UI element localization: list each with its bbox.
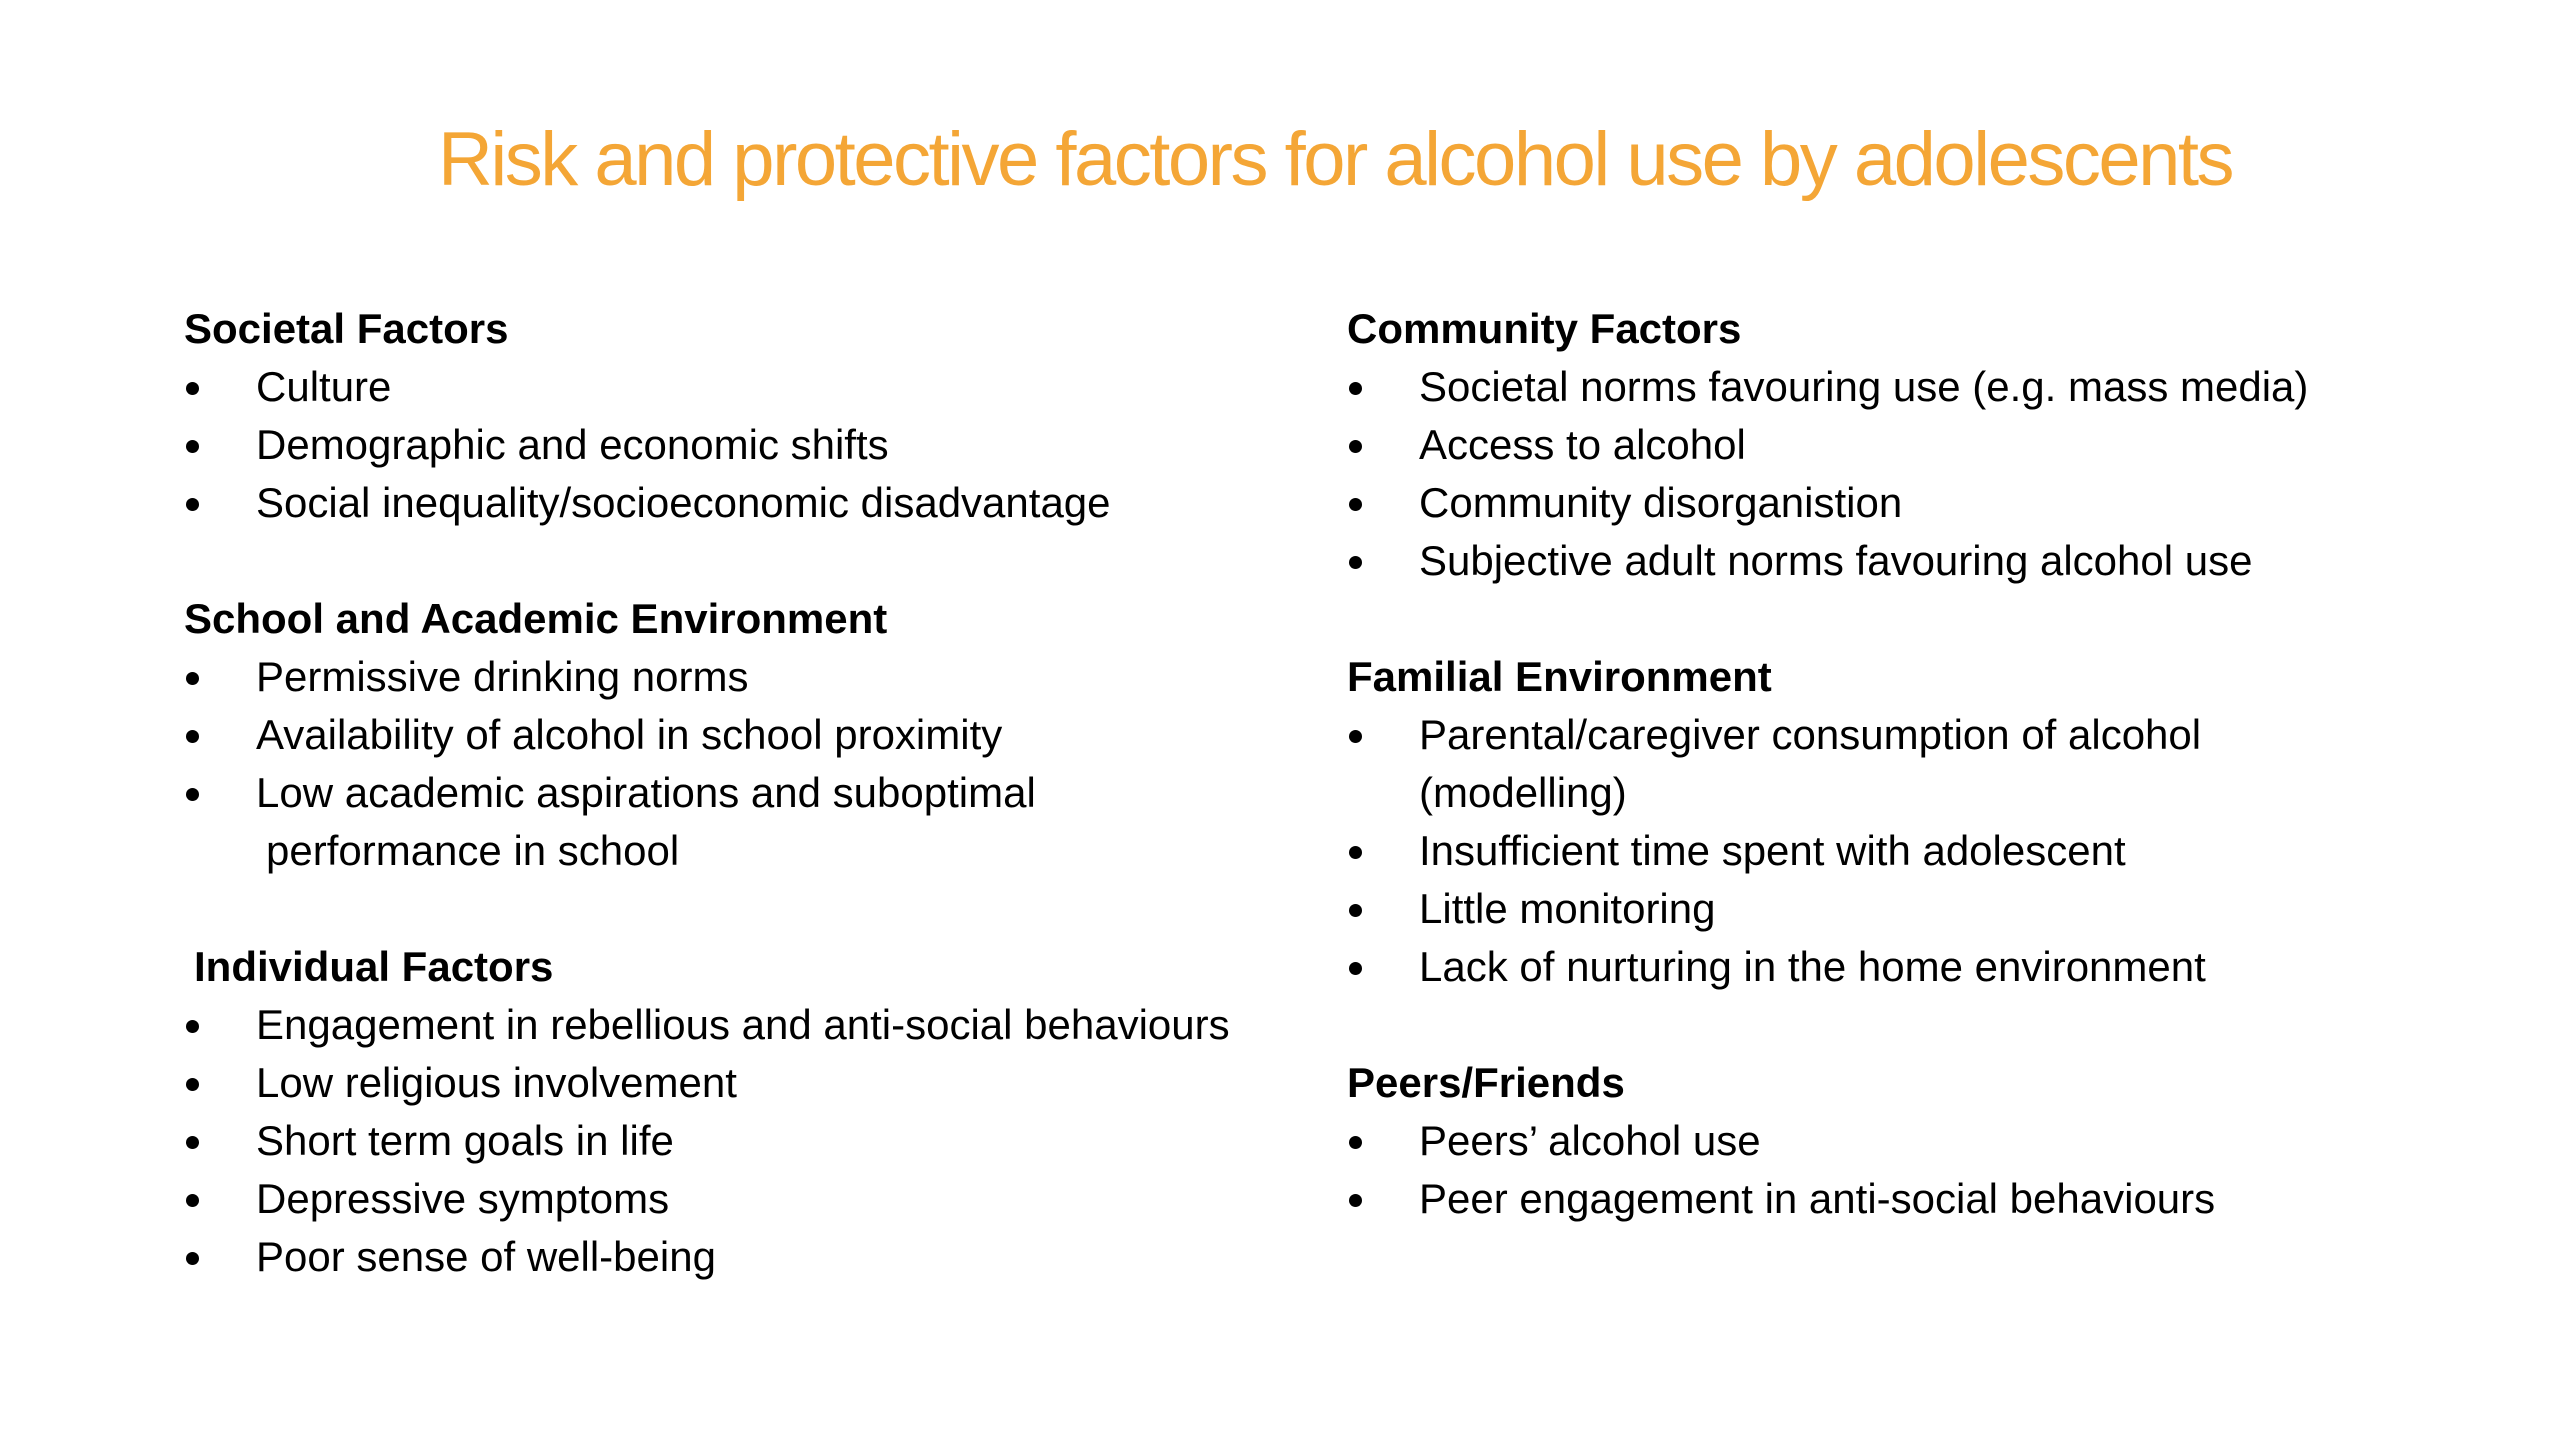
section-community-factors bbox=[1347, 300, 2560, 590]
list-item-text-continuation: (modelling) bbox=[1419, 769, 1627, 816]
list-item-text: Low religious involvement bbox=[256, 1059, 737, 1106]
bullet-icon bbox=[186, 1136, 199, 1149]
right-column bbox=[1347, 300, 2560, 1228]
section-spacer bbox=[184, 880, 1424, 938]
list-item bbox=[184, 1228, 1424, 1286]
list-item-text: Low academic aspirations and suboptimal bbox=[256, 769, 1036, 816]
list-item-text: Community disorganistion bbox=[1419, 479, 1903, 526]
section-individual-factors bbox=[184, 938, 1424, 1286]
slide-title: Risk and protective factors for alcohol use by adolescents bbox=[438, 117, 2233, 202]
list-item bbox=[184, 1112, 1424, 1170]
list-item-text: Demographic and economic shifts bbox=[256, 421, 889, 468]
list-item-text: Short term goals in life bbox=[256, 1117, 674, 1164]
bullet-list bbox=[184, 648, 1424, 880]
section-heading: Societal Factors bbox=[184, 305, 509, 352]
bullet-icon bbox=[1349, 382, 1362, 395]
list-item bbox=[184, 1170, 1424, 1228]
bullet-icon bbox=[1349, 498, 1362, 511]
section-spacer bbox=[1347, 996, 2560, 1054]
list-item bbox=[184, 764, 1424, 880]
list-item bbox=[1347, 358, 2560, 416]
section-heading: Community Factors bbox=[1347, 305, 1742, 352]
list-item bbox=[184, 1054, 1424, 1112]
bullet-icon bbox=[186, 788, 199, 801]
section-familial-environment bbox=[1347, 648, 2560, 996]
list-item bbox=[1347, 822, 2560, 880]
list-item bbox=[1347, 880, 2560, 938]
list-item-text: Availability of alcohol in school proximity bbox=[256, 711, 1003, 758]
list-item-text: Permissive drinking norms bbox=[256, 653, 749, 700]
bullet-icon bbox=[186, 1252, 199, 1265]
list-item bbox=[184, 474, 1424, 532]
section-heading: Familial Environment bbox=[1347, 653, 1772, 700]
list-item bbox=[184, 996, 1424, 1054]
list-item-text: Social inequality/socioeconomic disadvantage bbox=[256, 479, 1111, 526]
bullet-icon bbox=[186, 730, 199, 743]
bullet-icon bbox=[1349, 846, 1362, 859]
list-item-text: Parental/caregiver consumption of alcohol bbox=[1419, 711, 2202, 758]
list-item bbox=[1347, 474, 2560, 532]
bullet-list bbox=[1347, 706, 2560, 996]
list-item bbox=[184, 416, 1424, 474]
list-item bbox=[184, 706, 1424, 764]
list-item-text: Lack of nurturing in the home environment bbox=[1419, 943, 2206, 990]
list-item-text-continuation: performance in school bbox=[266, 827, 680, 874]
section-heading: Peers/Friends bbox=[1347, 1059, 1625, 1106]
bullet-icon bbox=[186, 1020, 199, 1033]
list-item bbox=[1347, 1170, 2560, 1228]
list-item-text: Societal norms favouring use (e.g. mass media) bbox=[1419, 363, 2309, 410]
list-item-text: Little monitoring bbox=[1419, 885, 1716, 932]
list-item-text: Peer engagement in anti-social behaviours bbox=[1419, 1175, 2216, 1222]
bullet-icon bbox=[186, 672, 199, 685]
list-item-text: Access to alcohol bbox=[1419, 421, 1746, 468]
bullet-list bbox=[1347, 358, 2560, 590]
bullet-icon bbox=[186, 382, 199, 395]
list-item bbox=[1347, 1112, 2560, 1170]
list-item-text: Insufficient time spent with adolescent bbox=[1419, 827, 2126, 874]
bullet-icon bbox=[186, 498, 199, 511]
list-item bbox=[1347, 938, 2560, 996]
list-item bbox=[1347, 416, 2560, 474]
list-item-text: Poor sense of well-being bbox=[256, 1233, 716, 1280]
list-item bbox=[184, 648, 1424, 706]
section-spacer bbox=[1347, 590, 2560, 648]
list-item bbox=[1347, 706, 2560, 822]
list-item-text: Engagement in rebellious and anti-social behaviours bbox=[256, 1001, 1230, 1048]
bullet-icon bbox=[186, 1078, 199, 1091]
list-item-text: Subjective adult norms favouring alcohol use bbox=[1419, 537, 2253, 584]
section-heading: School and Academic Environment bbox=[184, 595, 888, 642]
bullet-icon bbox=[186, 440, 199, 453]
section-peers-friends bbox=[1347, 1054, 2560, 1228]
bullet-icon bbox=[1349, 904, 1362, 917]
list-item bbox=[184, 358, 1424, 416]
bullet-list bbox=[184, 996, 1424, 1286]
bullet-list bbox=[1347, 1112, 2560, 1228]
list-item-text: Depressive symptoms bbox=[256, 1175, 670, 1222]
left-column bbox=[184, 300, 1424, 1286]
list-item-text: Culture bbox=[256, 363, 392, 410]
bullet-icon bbox=[1349, 962, 1362, 975]
section-heading: Individual Factors bbox=[194, 943, 554, 990]
section-school-environment bbox=[184, 590, 1424, 880]
section-spacer bbox=[184, 532, 1424, 590]
section-societal-factors bbox=[184, 300, 1424, 532]
list-item-text: Peers’ alcohol use bbox=[1419, 1117, 1761, 1164]
bullet-icon bbox=[1349, 1194, 1362, 1207]
bullet-icon bbox=[186, 1194, 199, 1207]
bullet-list bbox=[184, 358, 1424, 532]
bullet-icon bbox=[1349, 556, 1362, 569]
bullet-icon bbox=[1349, 1136, 1362, 1149]
list-item bbox=[1347, 532, 2560, 590]
bullet-icon bbox=[1349, 730, 1362, 743]
bullet-icon bbox=[1349, 440, 1362, 453]
